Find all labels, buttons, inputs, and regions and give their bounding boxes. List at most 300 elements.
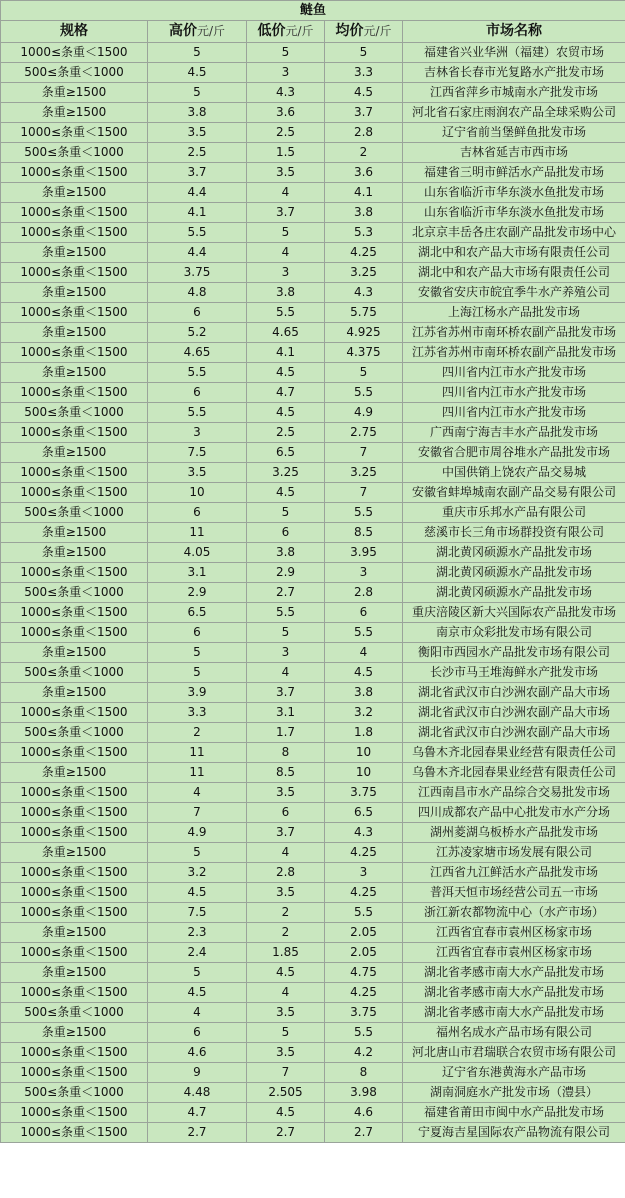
table-row <box>1 303 625 323</box>
cell-avg-price: 6 <box>325 603 403 623</box>
cell-avg-price: 2.7 <box>325 1123 403 1143</box>
cell-high-price: 4.48 <box>148 1083 247 1103</box>
cell-market: 江西省宜春市袁州区杨家市场 <box>403 923 625 943</box>
cell-avg-price: 3.7 <box>325 103 403 123</box>
cell-low-price: 6 <box>247 803 325 823</box>
cell-high-price: 3.9 <box>148 683 247 703</box>
cell-spec: 1000≤条重＜1500 <box>1 223 148 243</box>
cell-low-price: 3.1 <box>247 703 325 723</box>
cell-avg-price: 4 <box>325 643 403 663</box>
table-row <box>1 103 625 123</box>
cell-avg-price: 4.3 <box>325 283 403 303</box>
cell-market: 乌鲁木齐北园春果业经营有限责任公司 <box>403 763 625 783</box>
cell-high-price: 2.5 <box>148 143 247 163</box>
table-row <box>1 343 625 363</box>
cell-market: 江西省宜春市袁州区杨家市场 <box>403 943 625 963</box>
cell-low-price: 7 <box>247 1063 325 1083</box>
cell-avg-price: 3.3 <box>325 63 403 83</box>
cell-avg-price: 5.5 <box>325 383 403 403</box>
cell-high-price: 4.4 <box>148 183 247 203</box>
cell-high-price: 3.7 <box>148 163 247 183</box>
cell-spec: 1000≤条重＜1500 <box>1 703 148 723</box>
cell-market: 慈溪市长三角市场群投资有限公司 <box>403 523 625 543</box>
cell-low-price: 2 <box>247 903 325 923</box>
cell-spec: 条重≥1500 <box>1 323 148 343</box>
cell-high-price: 4.7 <box>148 1103 247 1123</box>
table-row <box>1 843 625 863</box>
header-low-label: 低价 <box>257 23 286 39</box>
cell-avg-price: 2.8 <box>325 583 403 603</box>
header-low-price <box>247 21 325 43</box>
cell-spec: 1000≤条重＜1500 <box>1 303 148 323</box>
table-title: 鲢鱼 <box>1 1 625 21</box>
cell-market: 江苏凌家塘市场发展有限公司 <box>403 843 625 863</box>
table-body <box>1 43 625 1143</box>
header-low-unit: 元/斤 <box>285 24 314 38</box>
cell-high-price: 6.5 <box>148 603 247 623</box>
cell-market: 衡阳市西园水产品批发市场有限公司 <box>403 643 625 663</box>
cell-avg-price: 3.6 <box>325 163 403 183</box>
cell-high-price: 7.5 <box>148 443 247 463</box>
cell-avg-price: 4.5 <box>325 83 403 103</box>
cell-low-price: 8 <box>247 743 325 763</box>
cell-high-price: 6 <box>148 503 247 523</box>
cell-market: 安徽省蚌埠城南农副产品交易有限公司 <box>403 483 625 503</box>
cell-low-price: 3 <box>247 63 325 83</box>
cell-avg-price: 6.5 <box>325 803 403 823</box>
cell-avg-price: 5 <box>325 363 403 383</box>
cell-spec: 条重≥1500 <box>1 1023 148 1043</box>
title-row <box>1 1 625 21</box>
cell-low-price: 5 <box>247 223 325 243</box>
cell-market: 湖北中和农产品大市场有限责任公司 <box>403 243 625 263</box>
table-row <box>1 923 625 943</box>
table-row <box>1 403 625 423</box>
cell-avg-price: 3.8 <box>325 203 403 223</box>
cell-market: 辽宁省东港黄海水产品市场 <box>403 1063 625 1083</box>
cell-spec: 1000≤条重＜1500 <box>1 163 148 183</box>
cell-spec: 1000≤条重＜1500 <box>1 123 148 143</box>
cell-high-price: 5.5 <box>148 403 247 423</box>
cell-market: 福建省兴业华洲（福建）农贸市场 <box>403 43 625 63</box>
cell-avg-price: 3.75 <box>325 783 403 803</box>
cell-low-price: 4.3 <box>247 83 325 103</box>
table-row <box>1 903 625 923</box>
cell-avg-price: 5.5 <box>325 1023 403 1043</box>
cell-high-price: 4.8 <box>148 283 247 303</box>
cell-low-price: 5 <box>247 1023 325 1043</box>
cell-low-price: 3.7 <box>247 203 325 223</box>
cell-high-price: 6 <box>148 303 247 323</box>
cell-avg-price: 3.25 <box>325 263 403 283</box>
table-row <box>1 743 625 763</box>
cell-spec: 1000≤条重＜1500 <box>1 623 148 643</box>
cell-high-price: 3.75 <box>148 263 247 283</box>
cell-market: 河北省石家庄雨润农产品全球采购公司 <box>403 103 625 123</box>
cell-high-price: 4.1 <box>148 203 247 223</box>
table-row <box>1 503 625 523</box>
cell-low-price: 4.7 <box>247 383 325 403</box>
table-row <box>1 863 625 883</box>
cell-market: 四川省内江市水产批发市场 <box>403 363 625 383</box>
cell-market: 普洱天恒市场经营公司五一市场 <box>403 883 625 903</box>
cell-low-price: 4.5 <box>247 483 325 503</box>
cell-high-price: 2 <box>148 723 247 743</box>
cell-spec: 条重≥1500 <box>1 283 148 303</box>
cell-market: 福建省莆田市闽中水产品批发市场 <box>403 1103 625 1123</box>
cell-high-price: 4.9 <box>148 823 247 843</box>
cell-high-price: 11 <box>148 523 247 543</box>
cell-market: 江西省九江鲜活水产品批发市场 <box>403 863 625 883</box>
cell-high-price: 7.5 <box>148 903 247 923</box>
cell-market: 江苏省苏州市南环桥农副产品批发市场 <box>403 343 625 363</box>
header-row <box>1 21 625 43</box>
cell-avg-price: 5.5 <box>325 503 403 523</box>
table-row <box>1 423 625 443</box>
cell-market: 湖北省孝感市南大水产品批发市场 <box>403 963 625 983</box>
cell-low-price: 4.5 <box>247 363 325 383</box>
cell-spec: 500≤条重＜1000 <box>1 403 148 423</box>
cell-spec: 500≤条重＜1000 <box>1 503 148 523</box>
table-row <box>1 363 625 383</box>
cell-spec: 条重≥1500 <box>1 183 148 203</box>
cell-spec: 1000≤条重＜1500 <box>1 343 148 363</box>
cell-spec: 1000≤条重＜1500 <box>1 1103 148 1123</box>
cell-spec: 1000≤条重＜1500 <box>1 983 148 1003</box>
cell-avg-price: 4.9 <box>325 403 403 423</box>
cell-market: 重庆市乐邦水产品有限公司 <box>403 503 625 523</box>
cell-avg-price: 4.25 <box>325 243 403 263</box>
cell-avg-price: 4.1 <box>325 183 403 203</box>
cell-low-price: 5 <box>247 503 325 523</box>
cell-spec: 条重≥1500 <box>1 543 148 563</box>
cell-avg-price: 4.6 <box>325 1103 403 1123</box>
cell-market: 南京市众彩批发市场有限公司 <box>403 623 625 643</box>
cell-avg-price: 5.3 <box>325 223 403 243</box>
cell-high-price: 2.7 <box>148 1123 247 1143</box>
table-row <box>1 823 625 843</box>
cell-high-price: 2.9 <box>148 583 247 603</box>
table-row <box>1 583 625 603</box>
cell-market: 江西南昌市水产品综合交易批发市场 <box>403 783 625 803</box>
cell-low-price: 2.9 <box>247 563 325 583</box>
header-high-unit: 元/斤 <box>196 24 226 38</box>
cell-high-price: 4.05 <box>148 543 247 563</box>
table-row <box>1 163 625 183</box>
cell-market: 安徽省安庆市皖宜季牛水产养殖公司 <box>403 283 625 303</box>
cell-low-price: 6 <box>247 523 325 543</box>
cell-high-price: 4.6 <box>148 1043 247 1063</box>
cell-spec: 500≤条重＜1000 <box>1 723 148 743</box>
cell-avg-price: 7 <box>325 483 403 503</box>
cell-high-price: 3 <box>148 423 247 443</box>
header-avg-price <box>325 21 403 43</box>
cell-high-price: 5 <box>148 663 247 683</box>
cell-spec: 1000≤条重＜1500 <box>1 903 148 923</box>
cell-low-price: 2.8 <box>247 863 325 883</box>
cell-low-price: 3.7 <box>247 823 325 843</box>
cell-spec: 条重≥1500 <box>1 103 148 123</box>
cell-spec: 1000≤条重＜1500 <box>1 43 148 63</box>
cell-low-price: 4 <box>247 243 325 263</box>
cell-avg-price: 8 <box>325 1063 403 1083</box>
cell-spec: 500≤条重＜1000 <box>1 1003 148 1023</box>
cell-market: 福州名成水产品市场有限公司 <box>403 1023 625 1043</box>
table-row <box>1 283 625 303</box>
cell-spec: 1000≤条重＜1500 <box>1 563 148 583</box>
cell-low-price: 5.5 <box>247 303 325 323</box>
table-row <box>1 623 625 643</box>
table-row <box>1 83 625 103</box>
cell-low-price: 5 <box>247 43 325 63</box>
table-row <box>1 1043 625 1063</box>
cell-low-price: 2.7 <box>247 1123 325 1143</box>
cell-low-price: 2.7 <box>247 583 325 603</box>
cell-avg-price: 10 <box>325 763 403 783</box>
table-row <box>1 243 625 263</box>
cell-high-price: 4 <box>148 1003 247 1023</box>
cell-market: 湖北黄冈硕源水产品批发市场 <box>403 583 625 603</box>
cell-spec: 1000≤条重＜1500 <box>1 743 148 763</box>
cell-spec: 条重≥1500 <box>1 683 148 703</box>
cell-high-price: 3.8 <box>148 103 247 123</box>
cell-avg-price: 3 <box>325 563 403 583</box>
cell-low-price: 3.25 <box>247 463 325 483</box>
cell-high-price: 11 <box>148 743 247 763</box>
cell-market: 北京京丰岳各庄农副产品批发市场中心 <box>403 223 625 243</box>
cell-low-price: 2 <box>247 923 325 943</box>
cell-market: 江苏省苏州市南环桥农副产品批发市场 <box>403 323 625 343</box>
cell-low-price: 3 <box>247 643 325 663</box>
cell-spec: 条重≥1500 <box>1 643 148 663</box>
cell-low-price: 3.7 <box>247 683 325 703</box>
table-row <box>1 643 625 663</box>
cell-low-price: 4 <box>247 983 325 1003</box>
cell-market: 长沙市马王堆海鲜水产批发市场 <box>403 663 625 683</box>
cell-high-price: 2.4 <box>148 943 247 963</box>
cell-avg-price: 5 <box>325 43 403 63</box>
cell-low-price: 3.5 <box>247 163 325 183</box>
cell-high-price: 5 <box>148 843 247 863</box>
cell-high-price: 2.3 <box>148 923 247 943</box>
table-row <box>1 43 625 63</box>
cell-avg-price: 2.75 <box>325 423 403 443</box>
cell-low-price: 4.5 <box>247 963 325 983</box>
cell-avg-price: 2.8 <box>325 123 403 143</box>
table-row <box>1 383 625 403</box>
cell-avg-price: 2.05 <box>325 923 403 943</box>
cell-spec: 1000≤条重＜1500 <box>1 423 148 443</box>
cell-high-price: 5.5 <box>148 363 247 383</box>
cell-market: 山东省临沂市华东淡水鱼批发市场 <box>403 183 625 203</box>
cell-market: 广西南宁海吉丰水产品批发市场 <box>403 423 625 443</box>
cell-avg-price: 2 <box>325 143 403 163</box>
cell-market: 宁夏海吉星国际农产品物流有限公司 <box>403 1123 625 1143</box>
cell-avg-price: 5.5 <box>325 623 403 643</box>
table-row <box>1 263 625 283</box>
cell-low-price: 1.85 <box>247 943 325 963</box>
cell-spec: 1000≤条重＜1500 <box>1 1043 148 1063</box>
cell-low-price: 2.505 <box>247 1083 325 1103</box>
cell-spec: 条重≥1500 <box>1 763 148 783</box>
table-row <box>1 883 625 903</box>
cell-spec: 1000≤条重＜1500 <box>1 883 148 903</box>
cell-spec: 条重≥1500 <box>1 443 148 463</box>
cell-spec: 500≤条重＜1000 <box>1 143 148 163</box>
cell-high-price: 7 <box>148 803 247 823</box>
cell-low-price: 3.8 <box>247 543 325 563</box>
cell-high-price: 6 <box>148 1023 247 1043</box>
cell-spec: 1000≤条重＜1500 <box>1 203 148 223</box>
cell-market: 重庆涪陵区新大兴国际农产品批发市场 <box>403 603 625 623</box>
cell-avg-price: 4.2 <box>325 1043 403 1063</box>
table-row <box>1 803 625 823</box>
cell-market: 河北唐山市君瑞联合农贸市场有限公司 <box>403 1043 625 1063</box>
table-row <box>1 1063 625 1083</box>
cell-spec: 1000≤条重＜1500 <box>1 783 148 803</box>
table-row <box>1 603 625 623</box>
table-row <box>1 223 625 243</box>
cell-avg-price: 10 <box>325 743 403 763</box>
table-row <box>1 143 625 163</box>
table-row <box>1 703 625 723</box>
cell-market: 浙江新农都物流中心（水产市场） <box>403 903 625 923</box>
cell-spec: 500≤条重＜1000 <box>1 63 148 83</box>
cell-spec: 条重≥1500 <box>1 83 148 103</box>
cell-spec: 1000≤条重＜1500 <box>1 1063 148 1083</box>
cell-spec: 1000≤条重＜1500 <box>1 823 148 843</box>
cell-market: 江西省萍乡市城南水产批发市场 <box>403 83 625 103</box>
cell-avg-price: 4.925 <box>325 323 403 343</box>
table-row <box>1 1103 625 1123</box>
cell-spec: 500≤条重＜1000 <box>1 663 148 683</box>
cell-market: 湖北省孝感市南大水产品批发市场 <box>403 1003 625 1023</box>
cell-high-price: 11 <box>148 763 247 783</box>
cell-high-price: 4.5 <box>148 883 247 903</box>
cell-high-price: 5 <box>148 963 247 983</box>
table-row <box>1 663 625 683</box>
table-row <box>1 543 625 563</box>
table-row <box>1 1023 625 1043</box>
cell-high-price: 10 <box>148 483 247 503</box>
cell-market: 辽宁省前当堡鲜鱼批发市场 <box>403 123 625 143</box>
cell-low-price: 2.5 <box>247 123 325 143</box>
cell-high-price: 4.5 <box>148 983 247 1003</box>
cell-market: 湖北省武汉市白沙洲农副产品大市场 <box>403 683 625 703</box>
table-row <box>1 963 625 983</box>
cell-avg-price: 4.25 <box>325 843 403 863</box>
cell-high-price: 4.65 <box>148 343 247 363</box>
cell-spec: 1000≤条重＜1500 <box>1 1123 148 1143</box>
cell-low-price: 3.5 <box>247 883 325 903</box>
cell-market: 湖北省武汉市白沙洲农副产品大市场 <box>403 723 625 743</box>
cell-avg-price: 3.95 <box>325 543 403 563</box>
cell-low-price: 3.6 <box>247 103 325 123</box>
cell-spec: 1000≤条重＜1500 <box>1 463 148 483</box>
table-row <box>1 783 625 803</box>
cell-market: 湖北省孝感市南大水产品批发市场 <box>403 983 625 1003</box>
cell-low-price: 3.8 <box>247 283 325 303</box>
cell-high-price: 5 <box>148 43 247 63</box>
cell-spec: 500≤条重＜1000 <box>1 583 148 603</box>
cell-low-price: 4 <box>247 183 325 203</box>
cell-avg-price: 4.3 <box>325 823 403 843</box>
cell-market: 上海江杨水产品批发市场 <box>403 303 625 323</box>
cell-spec: 条重≥1500 <box>1 843 148 863</box>
cell-spec: 500≤条重＜1000 <box>1 1083 148 1103</box>
cell-market: 山东省临沂市华东淡水鱼批发市场 <box>403 203 625 223</box>
cell-spec: 1000≤条重＜1500 <box>1 803 148 823</box>
cell-avg-price: 2.05 <box>325 943 403 963</box>
table-row <box>1 443 625 463</box>
cell-high-price: 4 <box>148 783 247 803</box>
cell-market: 乌鲁木齐北园春果业经营有限责任公司 <box>403 743 625 763</box>
cell-spec: 条重≥1500 <box>1 363 148 383</box>
table-row <box>1 183 625 203</box>
table-row <box>1 943 625 963</box>
cell-high-price: 5.2 <box>148 323 247 343</box>
cell-low-price: 5 <box>247 623 325 643</box>
table-row <box>1 323 625 343</box>
cell-spec: 1000≤条重＜1500 <box>1 863 148 883</box>
cell-avg-price: 8.5 <box>325 523 403 543</box>
cell-low-price: 4 <box>247 663 325 683</box>
table-row <box>1 483 625 503</box>
cell-market: 吉林省长春市光复路水产批发市场 <box>403 63 625 83</box>
cell-avg-price: 4.25 <box>325 983 403 1003</box>
cell-spec: 条重≥1500 <box>1 923 148 943</box>
cell-avg-price: 7 <box>325 443 403 463</box>
cell-market: 湖南洞庭水产批发市场（澧县） <box>403 1083 625 1103</box>
cell-spec: 1000≤条重＜1500 <box>1 383 148 403</box>
cell-market: 湖北中和农产品大市场有限责任公司 <box>403 263 625 283</box>
table-row <box>1 683 625 703</box>
cell-avg-price: 1.8 <box>325 723 403 743</box>
cell-market: 湖州菱湖乌板桥水产品批发市场 <box>403 823 625 843</box>
cell-high-price: 5 <box>148 83 247 103</box>
cell-avg-price: 4.25 <box>325 883 403 903</box>
cell-spec: 1000≤条重＜1500 <box>1 943 148 963</box>
cell-avg-price: 3.98 <box>325 1083 403 1103</box>
table-row <box>1 203 625 223</box>
table-row <box>1 563 625 583</box>
cell-market: 四川省内江市水产批发市场 <box>403 403 625 423</box>
cell-avg-price: 3.8 <box>325 683 403 703</box>
cell-market: 中国供销上饶农产品交易城 <box>403 463 625 483</box>
cell-avg-price: 4.75 <box>325 963 403 983</box>
cell-spec: 1000≤条重＜1500 <box>1 263 148 283</box>
cell-avg-price: 3.25 <box>325 463 403 483</box>
cell-high-price: 3.3 <box>148 703 247 723</box>
cell-low-price: 3.5 <box>247 1043 325 1063</box>
cell-high-price: 3.2 <box>148 863 247 883</box>
cell-low-price: 4.5 <box>247 1103 325 1123</box>
cell-high-price: 3.5 <box>148 463 247 483</box>
cell-high-price: 6 <box>148 623 247 643</box>
cell-low-price: 3.5 <box>247 783 325 803</box>
table-row <box>1 463 625 483</box>
header-spec: 规格 <box>1 21 148 43</box>
header-avg-label: 均价 <box>335 23 364 39</box>
cell-market: 安徽省合肥市周谷堆水产品批发市场 <box>403 443 625 463</box>
cell-high-price: 3.5 <box>148 123 247 143</box>
header-high-label: 高价 <box>168 23 197 39</box>
cell-high-price: 6 <box>148 383 247 403</box>
cell-market: 湖北黄冈硕源水产品批发市场 <box>403 563 625 583</box>
cell-avg-price: 3.2 <box>325 703 403 723</box>
cell-high-price: 3.1 <box>148 563 247 583</box>
cell-market: 湖北省武汉市白沙洲农副产品大市场 <box>403 703 625 723</box>
